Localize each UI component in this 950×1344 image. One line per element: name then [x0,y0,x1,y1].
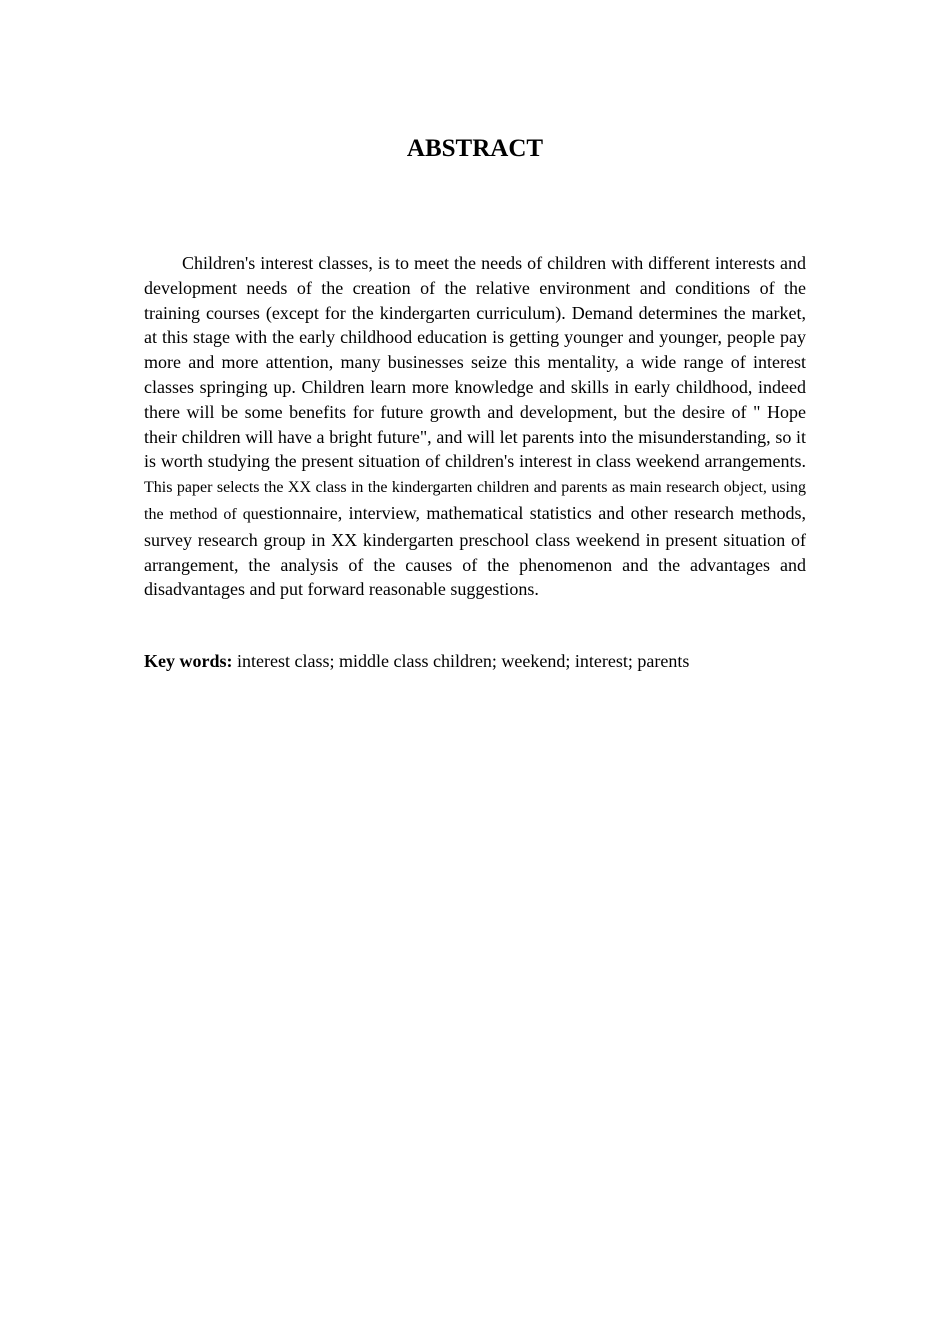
keywords-line [144,649,806,674]
abstract-paragraph [144,251,806,602]
keywords-text: interest class; middle class children; weekend; interest; parents [237,651,690,671]
abstract-text-part2: This paper selects the XX class in the kindergarten children and parents as main research object, using the method of qu [144,479,806,523]
abstract-text-part3: estionnaire, interview, mathematical statistics and other research methods, survey research group in XX kindergarten preschool class weekend in present situation of arrangement, the analysis of the causes of the phenomenon and the advantages and disadvantages and put forward reasonable suggestions. [144,502,806,600]
abstract-title: ABSTRACT [406,135,544,162]
abstract-text-part1: Children's interest classes, is to meet the needs of children with different interests and development needs of the creation of the relative environment and conditions of the training courses (except for the kindergarten curriculum). Demand determines the market, at this stage with the early childhood education is getting younger and younger, people pay more and more attention, many businesses seize this mentality, a wide range of interest classes springing up. Children learn more knowledge and skills in early childhood, indeed there will be some benefits for future growth and development, but the desire of " Hope their children will have a bright future", and will let parents into the misunderstanding, so it is worth studying the present situation of children's interest in class weekend arrangements. [144,253,806,472]
keywords-label: Key words: [144,651,233,671]
